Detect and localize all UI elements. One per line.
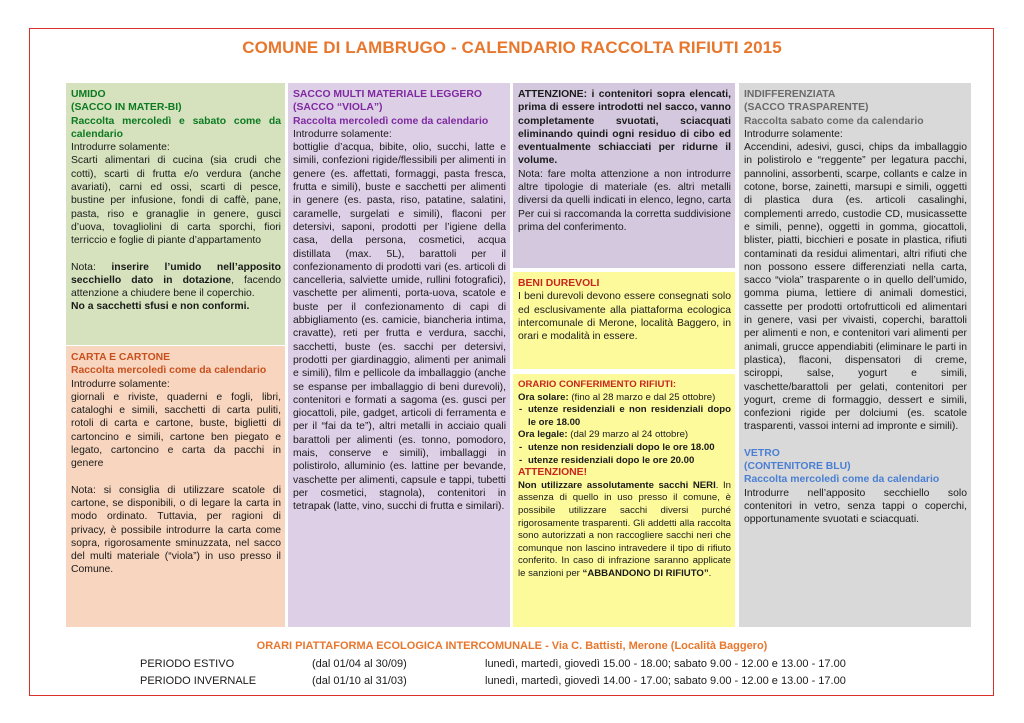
- indiff-box: [739, 83, 971, 627]
- orario-heading: ORARIO CONFERIMENTO RIFIUTI:: [518, 379, 677, 390]
- footer-row-invernale: [140, 674, 900, 688]
- carta-body: giornali e riviste, quaderni e fogli, libri, cataloghi e simili, sacchetti di carta puliti, rotoli di carta e cartone, buste, biglietti di cartoncino e simili, cartone ben piegato e legato, cartoncino e carta da pacchi in genere: [71, 391, 281, 470]
- umido-warning: No a sacchetti sfusi e non conformi.: [71, 301, 250, 313]
- carta-heading: CARTA E CARTONE: [71, 352, 171, 363]
- carta-schedule: Raccolta mercoledì come da calendario: [71, 365, 267, 377]
- period-label: PERIODO ESTIVO: [140, 658, 235, 670]
- period-dates: (dal 01/10 al 31/03): [312, 675, 407, 687]
- beni-heading: BENI DUREVOLI: [518, 278, 600, 289]
- indiff-schedule: Raccolta sabato come da calendario: [744, 115, 924, 127]
- attenzione-text: ATTENZIONE: i contenitori sopra elencati, prima di essere introdotti nel sacco, vanno completamente svuotati, sciacquati eliminando quindi ogni residuo di cibo ed eventualmente schiacciati per ridurne il volume.: [518, 89, 731, 167]
- umido-body: Scarti alimentari di cucina (sia crudi che cotti), scarti di frutta e/o verdura (anche avariati), carni ed ossi, scarti di pesce, bustine per infusione, fondi di caffè, pane, pasta, riso e granaglie in genere, gusci d’uova, tovagliolini di carta sporchi, fiori terriccio e foglie di piante d’appartamento: [71, 155, 281, 247]
- beni-body: I beni durevoli devono essere consegnati solo ed esclusivamente alla piattaforma ecologica intercomunale di Merone, località Baggero, in orari e modalità in essere.: [518, 291, 731, 343]
- carta-box: [66, 346, 285, 627]
- multi-schedule: Raccolta mercoledì come da calendario: [293, 115, 489, 127]
- umido-heading: UMIDO: [71, 89, 106, 100]
- vetro-heading: VETRO: [744, 447, 780, 459]
- indiff-intro: Introdurre solamente:: [744, 128, 843, 140]
- period-dates: (dal 01/04 al 30/09): [312, 658, 407, 670]
- umido-intro: Introdurre solamente:: [71, 142, 170, 154]
- attenzione-box: [513, 83, 735, 268]
- period-hours: lunedì, martedì, giovedì 14.00 - 17.00; sabato 9.00 - 12.00 e 13.00 - 17.00: [485, 675, 846, 687]
- orario-box: [513, 374, 735, 627]
- indiff-body: Accendini, adesivi, gusci, chips da imballaggio in polistirolo e “reggente” per legatura pacchi, pannolini, assorbenti, scarpe, collants e calze in cotone, borse, zainetti, marsupi e simili, oggetti di plastica dura (es. articoli casalinghi, complementi arredo, custodie CD, musicassette e simili, penne), oggetti in gomma, giocattoli, blister, piatti, bicchieri e posate in plastica, rifiuti contaminati da residui alimentari, altri rifiuti che non possono essere differenziati nella carta, sacco “viola” trasparente o in quello dell’umido, gomma piuma, lettiere di animali domestici, cassette per prodotti ortofrutticoli ed alimentari in genere, vasi per vivaisti, coperchi, barattoli per alimenti e non, e contenitori vari alimenti per animali, grucce appendiabiti (eliminare le parti in plastica), flaconi, dispensatori di creme, sciroppi, salse, yogurt e simili, vaschette/barattoli per gelati, contenitori per yogurt, creme di formaggio, dessert e simili, confezioni rigide per dolciumi (es. scatole trasparenti, vassoi interni ad impronte e simili).: [744, 142, 967, 433]
- multi-intro: Introdurre solamente:: [293, 128, 392, 140]
- period-hours: lunedì, martedì, giovedì 15.00 - 18.00; sabato 9.00 - 12.00 e 13.00 - 17.00: [485, 658, 846, 670]
- period-label: PERIODO INVERNALE: [140, 675, 257, 687]
- indiff-subheading: (SACCO TRASPARENTE): [744, 102, 869, 114]
- umido-subheading: (SACCO IN MATER-BI): [71, 102, 182, 114]
- footer-title: ORARI PIATTAFORMA ECOLOGICA INTERCOMUNALE - Via C. Battisti, Merone (Località Baggero): [256, 640, 768, 652]
- page-title: COMUNE DI LAMBRUGO - CALENDARIO RACCOLTA RIFIUTI 2015: [242, 38, 782, 57]
- multi-body: bottiglie d’acqua, bibite, olio, succhi, latte e simili, confezioni rigide/flessibili per alimenti in genere (es. affettati, formaggi, pasta fresca, frutta e simili), buste e sacchetti per alimenti in genere (es. pasta, riso, patatine, salatini, caramelle, surgelati e simili), flaconi per detersivi, saponi, prodotti per l’igiene della casa, della persona, cosmetici, acqua distillata (max. 5L), barattoli per il confezionamento di prodotti vari (es. articoli di cancelleria, salviette umide, rullini fotografici), vaschette per alimenti, porta-uova, scatole e buste per il confezionamento di capi di abbigliamento (es. camicie, biancheria intima, cravatte), reti per frutta e verdura, sacchi, sacchetti, buste (es. sacchi per detersivi, prodotti per giardinaggio, alimenti per animali e simili), film e pellicole da imballaggio (anche se espanse per imballaggio di beni durevoli), contenitori e formati a sagoma (es. gusci per giocattoli, pile, gadget, articoli di ferramenta e per il “fai da te”), altri metalli in acciaio quali barattoli per alimenti (es. tonno, pomodoro, mais, conserve e simili), imballaggi in polistirolo, alluminio (es. lattine per bevande, vaschette per alimenti, capsule e tappi, tubetti per cosmetici, stagnola), contenitori in tetrapak (latte, vino, succhi di frutta e similari).: [293, 142, 506, 513]
- umido-schedule: Raccolta mercoledì e sabato come da calendario: [71, 115, 281, 140]
- orario-warning-heading: ATTENZIONE!: [518, 467, 588, 479]
- legale-item: - utenze non residenziali dopo le ore 18.00: [518, 442, 731, 455]
- ora-solare: Ora solare: (fino al 28 marzo e dal 25 ottobre): [518, 391, 716, 403]
- umido-box: [66, 83, 285, 345]
- vetro-schedule: Raccolta mercoledì come da calendario: [744, 474, 940, 486]
- legale-item: - utenze residenziali dopo le ore 20.00: [518, 455, 731, 468]
- umido-note: Nota: inserire l’umido nell’apposito secchiello dato in dotazione, facendo attenzione a chiudere bene il coperchio.: [71, 261, 281, 300]
- orario-warning-body: Non utilizzare assolutamente sacchi NERI. In assenza di quello in uso presso il comune, è possibile utilizzare sacchi diversi purché rigorosamente trasparenti. Gli addetti alla raccolta sono autorizzati a non raccogliere sacchi neri che comunque non lascino intravedere il tipo di rifiuto conferito. In caso di infrazione saranno applicate le sanzioni per “ABBANDONO DI RIFIUTO”.: [518, 479, 731, 579]
- attenzione-note: Nota: fare molta attenzione a non introdurre altre tipologie di materiale (es. altri metalli diversi da quelli indicati in elenco, legno, carta Per cui si raccomanda la corretta suddivisione prima del conferimento.: [518, 168, 731, 233]
- multi-subheading: (SACCO “VIOLA”): [293, 102, 383, 114]
- ora-legale: Ora legale: (dal 29 marzo al 24 ottobre): [518, 429, 689, 441]
- beni-box: [513, 272, 735, 369]
- solare-item: - utenze residenziali e non residenziali dopo le ore 18.00: [518, 404, 731, 429]
- multi-heading: SACCO MULTI MATERIALE LEGGERO: [293, 89, 482, 100]
- carta-note: Nota: si consiglia di utilizzare scatole di cartone, se disponibili, o di legare la carta in modo ordinato. Tuttavia, per ragioni di privacy, è possibile introdurre la carta come sopra, rigorosamente sminuzzata, nel sacco del multi materiale (“viola”) in uso presso il Comune.: [71, 484, 281, 576]
- footer-row-estivo: [140, 657, 900, 671]
- carta-intro: Introdurre solamente:: [71, 378, 170, 390]
- indiff-heading: INDIFFERENZIATA: [744, 89, 836, 100]
- vetro-body: Introdurre nell’apposito secchiello solo contenitori in vetro, senza tappi o coperchi, opportunamente svuotati e sciacquati.: [744, 487, 967, 526]
- vetro-subheading: (CONTENITORE BLU): [744, 461, 851, 473]
- multi-box: [288, 83, 510, 627]
